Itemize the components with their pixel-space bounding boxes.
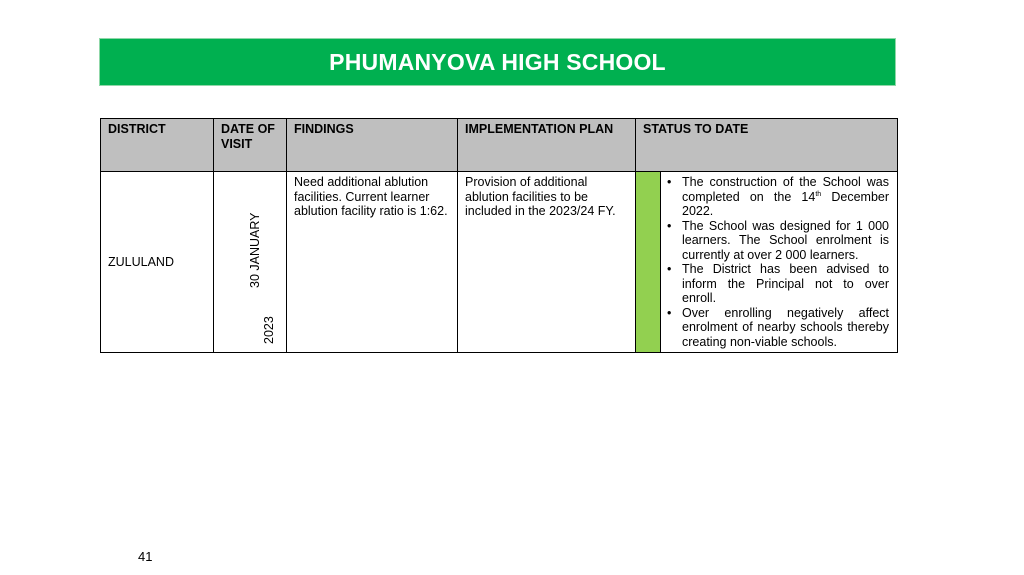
status-item	[667, 219, 889, 263]
column-header-district: DISTRICT	[101, 119, 214, 172]
district-cell: ZULULAND	[101, 172, 214, 353]
status-item-text: The School was designed for 1 000 learners. The School enrolment is currently at over 2 000 learners.	[682, 218, 890, 262]
status-indicator	[636, 172, 661, 353]
bullet-icon: •	[667, 175, 672, 189]
status-item	[667, 175, 889, 219]
table-header-row	[101, 119, 898, 172]
title-banner	[99, 38, 896, 86]
page-number: 41	[138, 549, 153, 564]
school-visit-table	[100, 118, 898, 353]
column-header-date-of-visit: DATE OF VISIT	[214, 119, 287, 172]
status-item	[667, 262, 889, 306]
table-row	[101, 172, 898, 353]
visit-date-day-month: 30 JANUARY	[248, 212, 262, 288]
bullet-icon: •	[667, 218, 672, 233]
date-of-visit-cell	[214, 172, 287, 353]
column-header-findings: FINDINGS	[287, 119, 458, 172]
status-item-text: The District has been advised to inform the Principal not to over enroll.	[682, 262, 890, 305]
findings-cell: Need additional ablution facilities. Current learner ablution facility ratio is 1:62.	[287, 172, 458, 353]
status-list	[667, 175, 889, 349]
visit-date-year: 2023	[262, 316, 276, 344]
column-header-status-to-date: STATUS TO DATE	[636, 119, 898, 172]
implementation-plan-cell: Provision of additional ablution facilities to be included in the 2023/24 FY.	[458, 172, 636, 353]
column-header-implementation-plan: IMPLEMENTATION PLAN	[458, 119, 636, 172]
status-item	[667, 306, 889, 350]
status-to-date-cell	[661, 172, 898, 353]
bullet-icon: •	[667, 305, 672, 320]
status-item-text: Over enrolling negatively affect enrolment of nearby schools thereby creating non-viable schools.	[682, 305, 890, 349]
status-item-text: The construction of the School was completed on the 14th December 2022.	[682, 175, 890, 218]
bullet-icon: •	[667, 262, 672, 276]
page-title: PHUMANYOVA HIGH SCHOOL	[329, 48, 666, 75]
